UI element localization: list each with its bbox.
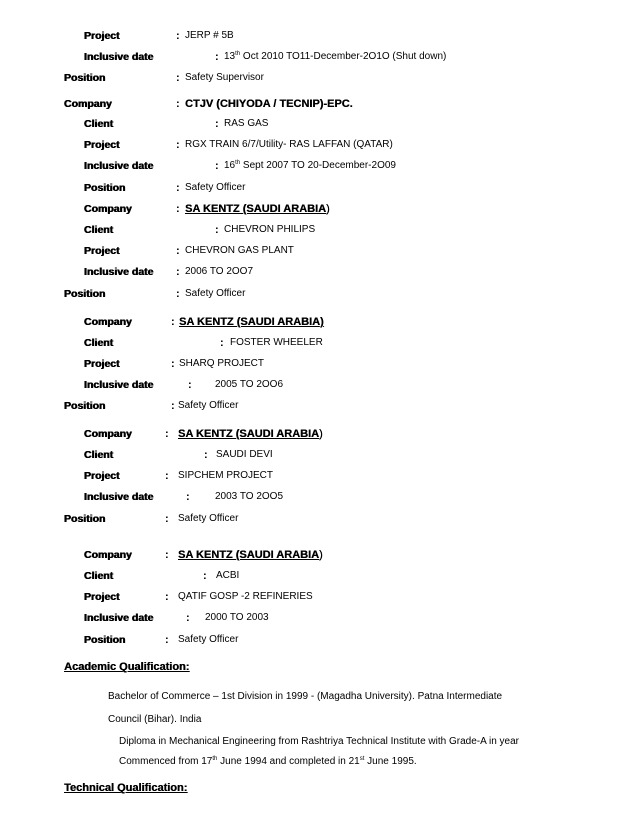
colon: :: [188, 379, 192, 391]
entry2-project-row: [0, 244, 638, 258]
entry4-position-row: [0, 512, 638, 526]
client-label: Client: [84, 337, 114, 349]
project-label: Project: [84, 470, 120, 482]
entry2-position-row: [0, 287, 638, 301]
inclusive-date-label: Inclusive date: [84, 379, 154, 391]
colon: :: [171, 358, 175, 370]
entry1-position-row: [0, 181, 638, 195]
entry2-client-row: [0, 223, 638, 237]
colon: :: [215, 51, 219, 63]
client-value: RAS GAS: [224, 118, 269, 129]
entry0-date-row: [0, 50, 638, 64]
inclusive-date-value: 13th Oct 2010 TO11-December-2O1O (Shut down): [224, 51, 447, 62]
colon: :: [215, 118, 219, 130]
company-label: Company: [84, 203, 132, 215]
position-value: Safety Officer: [185, 288, 246, 299]
academic-line-3: Diploma in Mechanical Engineering from Rashtriya Technical Institute with Grade-A in year: [119, 736, 520, 747]
position-value: Safety Officer: [178, 400, 239, 411]
colon: :: [165, 513, 169, 525]
client-value: SAUDI DEVI: [216, 449, 273, 460]
client-value: FOSTER WHEELER: [230, 337, 323, 348]
client-label: Client: [84, 118, 114, 130]
company-label: Company: [84, 428, 132, 440]
client-label: Client: [84, 224, 114, 236]
entry3-date-row: [0, 378, 638, 392]
inclusive-date-label: Inclusive date: [84, 266, 154, 278]
position-label: Position: [84, 182, 126, 194]
entry5-project-row: [0, 590, 638, 604]
company-label: Company: [64, 98, 112, 110]
company-value: SA KENTZ (SAUDI ARABIA): [179, 316, 324, 328]
entry0-project-row: [0, 29, 638, 43]
colon: :: [165, 549, 169, 561]
project-label: Project: [84, 591, 120, 603]
project-label: Project: [84, 139, 120, 151]
company-label: Company: [84, 316, 132, 328]
position-value: Safety Officer: [178, 513, 239, 524]
entry3-position-row: [0, 399, 638, 413]
company-value: SA KENTZ (SAUDI ARABIA): [178, 549, 323, 561]
client-label: Client: [84, 570, 114, 582]
inclusive-date-value: 2000 TO 2003: [205, 612, 269, 623]
inclusive-date-label: Inclusive date: [84, 160, 154, 172]
colon: :: [176, 72, 180, 84]
project-value: CHEVRON GAS PLANT: [185, 245, 294, 256]
entry4-client-row: [0, 448, 638, 462]
colon: :: [176, 139, 180, 151]
project-value: JERP # 5B: [185, 30, 234, 41]
company-value: SA KENTZ (SAUDI ARABIA): [178, 428, 323, 440]
colon: :: [186, 491, 190, 503]
colon: :: [171, 400, 175, 412]
academic-qualification-heading: Academic Qualification:: [64, 661, 190, 673]
entry1-client-row: [0, 117, 638, 131]
entry3-company-row: [0, 315, 638, 329]
position-label: Position: [64, 288, 106, 300]
client-value: CHEVRON PHILIPS: [224, 224, 316, 235]
entry1-project-row: [0, 138, 638, 152]
company-label: Company: [84, 549, 132, 561]
entry3-client-row: [0, 336, 638, 350]
inclusive-date-value: 2003 TO 2OO5: [215, 491, 284, 502]
entry2-date-row: [0, 265, 638, 279]
colon: :: [171, 316, 175, 328]
academic-line-2: Council (Bihar). India: [108, 714, 202, 725]
project-label: Project: [84, 30, 120, 42]
entry5-client-row: [0, 569, 638, 583]
colon: :: [165, 470, 169, 482]
colon: :: [165, 634, 169, 646]
colon: :: [220, 337, 224, 349]
entry1-date-row: [0, 159, 638, 173]
project-value: RGX TRAIN 6/7/Utility- RAS LAFFAN (QATAR): [185, 139, 393, 150]
colon: :: [176, 288, 180, 300]
colon: :: [215, 224, 219, 236]
project-value: QATIF GOSP -2 REFINERIES: [178, 591, 313, 602]
position-value: Safety Officer: [178, 634, 239, 645]
company-value: CTJV (CHIYODA / TECNIP)-EPC.: [185, 98, 353, 110]
colon: :: [176, 245, 180, 257]
inclusive-date-label: Inclusive date: [84, 491, 154, 503]
position-label: Position: [84, 634, 126, 646]
company-value: SA KENTZ (SAUDI ARABIA): [185, 203, 330, 215]
position-value: Safety Officer: [185, 182, 246, 193]
entry4-date-row: [0, 490, 638, 504]
colon: :: [176, 203, 180, 215]
academic-line-1: Bachelor of Commerce – 1st Division in 1999 - (Magadha University). Patna Intermediate: [108, 691, 503, 702]
entry4-company-row: [0, 427, 638, 441]
entry0-position-row: [0, 71, 638, 85]
inclusive-date-value: 2006 TO 2OO7: [185, 266, 254, 277]
project-label: Project: [84, 358, 120, 370]
inclusive-date-value: 16th Sept 2007 TO 20-December-2O09: [224, 160, 396, 171]
client-value: ACBI: [216, 570, 240, 581]
entry5-date-row: [0, 611, 638, 625]
colon: :: [186, 612, 190, 624]
entry2-company-row: [0, 202, 638, 216]
colon: :: [176, 266, 180, 278]
project-value: SHARQ PROJECT: [179, 358, 265, 369]
colon: :: [176, 98, 180, 110]
colon: :: [204, 449, 208, 461]
position-label: Position: [64, 400, 106, 412]
position-label: Position: [64, 72, 106, 84]
inclusive-date-label: Inclusive date: [84, 612, 154, 624]
project-value: SIPCHEM PROJECT: [178, 470, 274, 481]
technical-qualification-heading: Technical Qualification:: [64, 782, 188, 794]
academic-line-4: Commenced from 17th June 1994 and completed in 21st June 1995.: [119, 756, 417, 767]
inclusive-date-label: Inclusive date: [84, 51, 154, 63]
colon: :: [215, 160, 219, 172]
position-label: Position: [64, 513, 106, 525]
entry3-project-row: [0, 357, 638, 371]
colon: :: [203, 570, 207, 582]
entry1-company-row: [0, 97, 638, 111]
position-value: Safety Supervisor: [185, 72, 264, 83]
colon: :: [165, 591, 169, 603]
colon: :: [165, 428, 169, 440]
inclusive-date-value: 2005 TO 2OO6: [215, 379, 284, 390]
project-label: Project: [84, 245, 120, 257]
entry5-company-row: [0, 548, 638, 562]
entry4-project-row: [0, 469, 638, 483]
client-label: Client: [84, 449, 114, 461]
colon: :: [176, 30, 180, 42]
colon: :: [176, 182, 180, 194]
entry5-position-row: [0, 633, 638, 647]
